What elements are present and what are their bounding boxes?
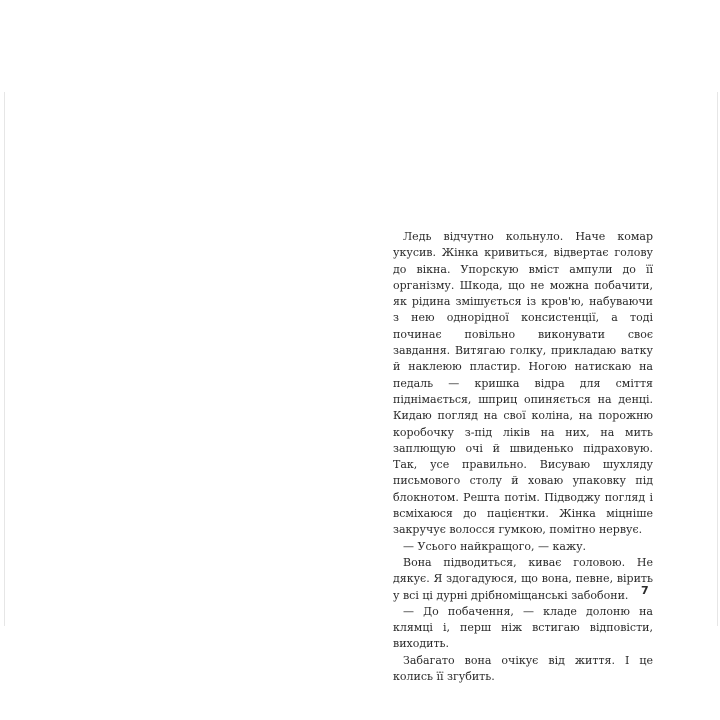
paragraph-1: Ледь відчутно кольнуло. Наче комар укусив. Жінка кривиться, відвертає голову до вікна. Упорскую вміст ампули до її організму. Шкода, що не можна побачити, як рідина змішується із кров'ю, набуваючи з нею однорідної консистенції, а тоді починає повільно виконувати своє завдання. Витягаю голку, прикладаю ватку й наклеюю пластир. Ногою натискаю на педаль — кришка відра для сміття піднімається, шприц опиняється на денці. Кидаю погляд на свої коліна, на порожню коробочку з-під ліків на них, на мить заплющую очі й швиденько підраховую. Так, усе правильно. Висуваю шухляду письмового столу й ховаю упаковку під блокнотом. Решта потім. Підводжу погляд і всміхаюся до пацієнтки. Жінка міцніше закручує волосся гумкою, помітно нервує. xyxy=(393,230,653,537)
page-text xyxy=(393,229,653,685)
paragraph-2: — Усього найкращого, — кажу. xyxy=(403,539,587,553)
paragraph-5: Забагато вона очікує від життя. І це колись її згубить. xyxy=(393,653,653,684)
paragraph-4: — До побачення, — кладе долоню на клямці і, перш ніж встигаю відповісти, виходить. xyxy=(393,604,653,651)
page-number: 7 xyxy=(641,584,649,597)
paragraph-3: Вона підводиться, киває головою. Не дякує. Я здогадуюся, що вона, певне, вірить у всі ці дурні дрібноміщанські забобони. xyxy=(393,555,653,602)
